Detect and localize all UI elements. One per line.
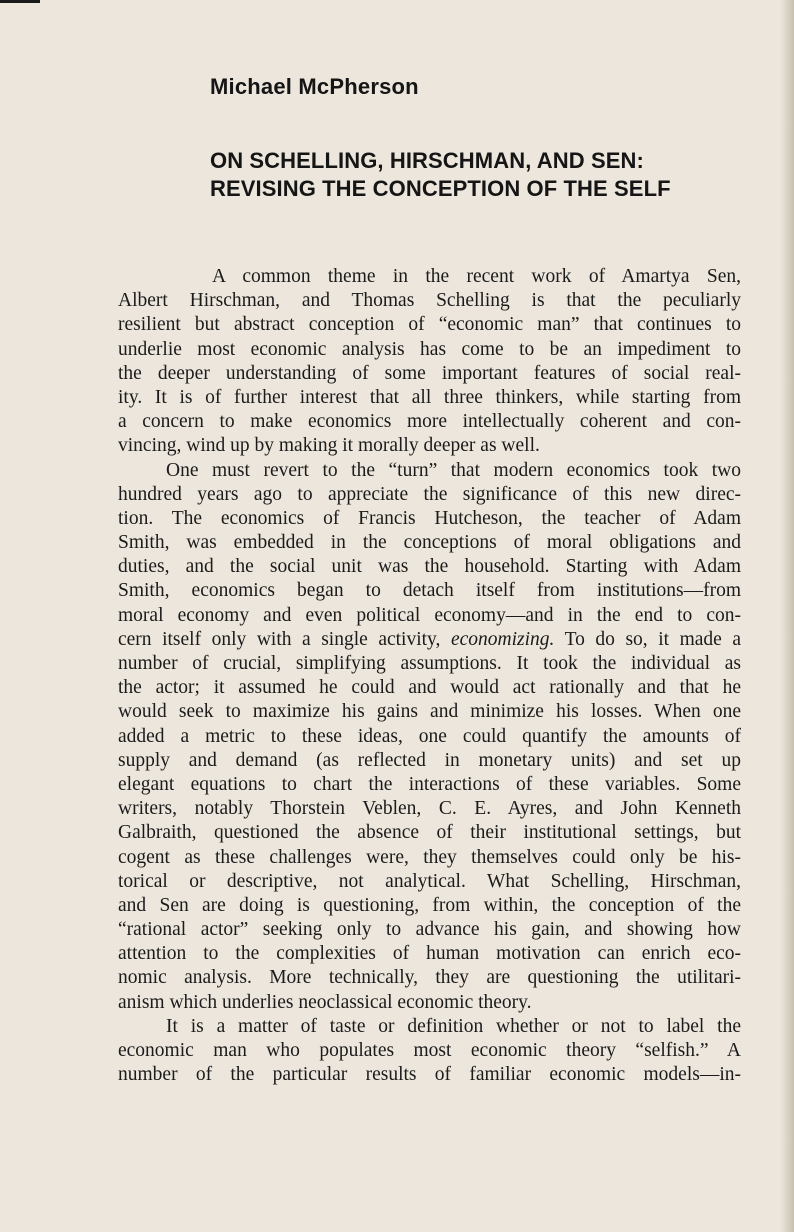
page-edge-shadow [780,0,794,1232]
paragraph-3 [118,1015,741,1088]
text-line: underlie most economic analysis has come to be an impediment to [118,338,741,360]
text-line: a concern to make economics more intellectually coherent and con- [118,411,741,433]
text-line: resilient but abstract conception of “economic man” that continues to [118,314,741,336]
text-line: tion. The economics of Francis Hutcheson, the teacher of Adam [118,507,741,529]
text-line: elegant equations to chart the interactions of these variables. Some [118,773,741,795]
text-line: supply and demand (as reflected in monetary units) and set up [118,749,741,771]
text-line: nomic analysis. More technically, they are questioning the utilitari- [118,967,741,989]
text-line: added a metric to these ideas, one could quantify the amounts of [118,725,741,747]
text-line: One must revert to the “turn” that modern economics took two [166,459,741,481]
text-line: economic man who populates most economic theory “selfish.” A [118,1040,741,1061]
text-line: cogent as these challenges were, they themselves could only be his- [118,846,741,868]
text-segment: cern itself only with a single activity, [118,628,451,650]
text-line: moral economy and even political economy—and in the end to con- [118,604,741,626]
title-line-2: REVISING THE CONCEPTION OF THE SELF [210,176,671,201]
text-segment: To do so, it made a [554,628,741,650]
text-line: the actor; it assumed he could and would act rationally and that he [118,677,741,699]
text-line: writers, notably Thorstein Veblen, C. E. Ayres, and John Kenneth [118,798,741,820]
text-line: Smith, economics began to detach itself from institutions—from [118,580,741,602]
text-line: vincing, wind up by making it morally deeper as well. [118,435,540,457]
text-line: would seek to maximize his gains and minimize his losses. When one [118,701,741,723]
text-line: duties, and the social unit was the household. Starting with Adam [118,556,741,578]
title-line-1: ON SCHELLING, HIRSCHMAN, AND SEN: [210,148,644,173]
text-line: ity. It is of further interest that all three thinkers, while starting from [118,386,741,408]
paragraph-2 [118,459,741,1015]
text-line: anism which underlies neoclassical economic theory. [118,991,532,1013]
text-line: A common theme in the recent work of Amartya Sen, [212,266,741,287]
text-line-with-italic [118,628,741,652]
text-line: Smith, was embedded in the conceptions of moral obligations and [118,532,741,554]
top-rule [0,0,40,3]
paragraph-1 [118,265,741,459]
text-line: Galbraith, questioned the absence of their institutional settings, but [118,822,741,844]
article-body [118,265,741,1087]
text-line: attention to the complexities of human motivation can enrich eco- [118,943,741,965]
text-line: “rational actor” seeking only to advance his gain, and showing how [118,919,741,941]
text-line: and Sen are doing is questioning, from within, the conception of the [118,894,741,916]
text-line: number of crucial, simplifying assumptions. It took the individual as [118,653,741,674]
text-line: hundred years ago to appreciate the significance of this new direc- [118,483,741,505]
text-line: It is a matter of taste or definition whether or not to label the [166,1015,741,1037]
author-name: Michael McPherson [210,74,419,99]
text-line: number of the particular results of familiar economic models—in- [118,1064,741,1086]
text-line: Albert Hirschman, and Thomas Schelling is that the peculiarly [118,290,741,312]
text-line: the deeper understanding of some important features of social real- [118,362,741,384]
article-title [210,147,770,203]
italic-term: economizing. [450,628,555,650]
text-line: torical or descriptive, not analytical. What Schelling, Hirschman, [118,870,741,892]
